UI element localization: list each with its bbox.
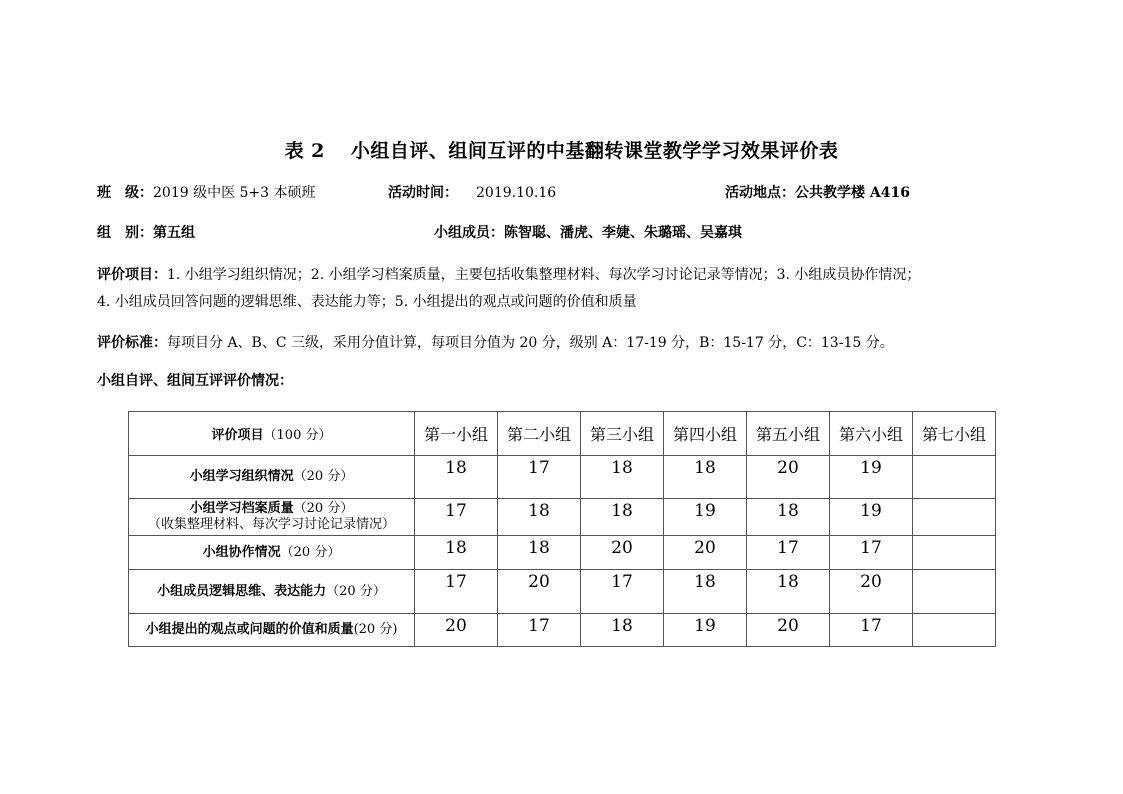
score-cell <box>913 499 996 536</box>
header-group-7: 第七小组 <box>913 412 996 456</box>
score-cell: 17 <box>498 614 581 647</box>
score-cell: 17 <box>415 570 498 614</box>
score-cell: 17 <box>830 536 913 570</box>
score-cell <box>913 570 996 614</box>
place-value: 公共教学楼 A416 <box>795 185 910 201</box>
score-cell: 19 <box>830 456 913 499</box>
score-cell: 19 <box>830 499 913 536</box>
row-label <box>129 456 415 499</box>
row-label-note: （20 分） <box>293 469 354 484</box>
score-cell: 17 <box>415 499 498 536</box>
title-text: 小组自评、组间互评的中基翻转课堂教学学习效果评价表 <box>350 140 839 162</box>
score-cell: 17 <box>830 614 913 647</box>
header-group-6: 第六小组 <box>830 412 913 456</box>
row-label-note: （20 分） <box>280 544 341 560</box>
group-info <box>97 222 195 242</box>
criteria-standard-label: 评价标准： <box>97 335 167 351</box>
score-cell: 18 <box>747 499 830 536</box>
header-group-3: 第三小组 <box>581 412 664 456</box>
header-group-5: 第五小组 <box>747 412 830 456</box>
row-label-text: 小组学习组织情况 <box>189 469 294 484</box>
score-cell: 20 <box>747 614 830 647</box>
score-cell: 18 <box>581 614 664 647</box>
document-title <box>0 136 1123 163</box>
score-cell <box>913 536 996 570</box>
row-label-text: 小组提出的观点或问题的价值和质量 <box>145 622 354 637</box>
score-cell: 17 <box>581 570 664 614</box>
class-label: 班 级： <box>97 185 153 201</box>
score-cell: 18 <box>498 499 581 536</box>
members-value: 陈智聪、潘虎、李婕、朱璐瑶、吴嘉琪 <box>504 225 742 241</box>
row-label-note: （20 分） <box>293 501 354 516</box>
criteria-standard <box>97 330 894 357</box>
table-row <box>129 536 996 570</box>
time-info <box>388 182 556 202</box>
row-label-note: （20 分） <box>326 583 386 599</box>
score-cell: 17 <box>747 536 830 570</box>
score-cell: 20 <box>830 570 913 614</box>
criteria-standard-text: 每项目分 A、B、C 三级，采用分值计算，每项目分值为 20 分，级别 A：17-19 分，B：15-17 分，C：13-15 分。 <box>167 335 894 351</box>
row-label-text: 小组成员逻辑思维、表达能力 <box>157 583 327 599</box>
score-cell: 18 <box>581 499 664 536</box>
members-label: 小组成员： <box>434 225 504 241</box>
row-label <box>129 614 415 647</box>
row-label-note: (20 分) <box>353 622 398 637</box>
table-row <box>129 614 996 647</box>
header-group-1: 第一小组 <box>415 412 498 456</box>
row-label-text: 小组协作情况 <box>202 544 281 560</box>
table-row <box>129 456 996 499</box>
score-cell: 18 <box>498 536 581 570</box>
score-cell: 20 <box>747 456 830 499</box>
score-cell: 20 <box>415 614 498 647</box>
score-cell <box>913 614 996 647</box>
members-info <box>434 222 742 242</box>
class-info <box>97 182 316 202</box>
header-group-2: 第二小组 <box>498 412 581 456</box>
row-label-text: 小组学习档案质量 <box>189 501 294 516</box>
table-header-row <box>129 412 996 456</box>
score-cell: 20 <box>498 570 581 614</box>
header-criteria-note: （100 分） <box>263 428 332 443</box>
section-heading: 小组自评、组间互评评价情况： <box>97 373 293 389</box>
criteria-items-line1: 1. 小组学习组织情况；2. 小组学习档案质量，主要包括收集整理材料、每次学习讨论记录等情况；3. 小组成员协作情况； <box>167 267 921 283</box>
criteria-items-label: 评价项目： <box>97 267 167 283</box>
header-group-4: 第四小组 <box>664 412 747 456</box>
table-row <box>129 499 996 536</box>
evaluation-table <box>128 411 996 647</box>
header-criteria-cell <box>129 412 415 456</box>
place-label: 活动地点： <box>725 185 795 201</box>
class-value: 2019 级中医 5+3 本硕班 <box>153 185 316 201</box>
score-cell: 17 <box>498 456 581 499</box>
criteria-items-line2: 4. 小组成员回答问题的逻辑思维、表达能力等；5. 小组提出的观点或问题的价值和质量 <box>97 294 637 310</box>
row-label <box>129 499 415 536</box>
table-number: 表 2 <box>284 140 325 162</box>
score-cell: 18 <box>664 570 747 614</box>
row-label <box>129 570 415 614</box>
row-label-sub: （收集整理材料、每次学习讨论记录情况） <box>147 517 395 532</box>
group-value: 第五组 <box>153 225 195 241</box>
score-cell: 18 <box>664 456 747 499</box>
header-criteria-label: 评价项目 <box>211 428 264 443</box>
place-info <box>725 182 910 202</box>
criteria-items <box>97 262 920 316</box>
score-cell: 18 <box>747 570 830 614</box>
score-cell: 19 <box>664 614 747 647</box>
row-label <box>129 536 415 570</box>
score-cell: 20 <box>664 536 747 570</box>
time-label: 活动时间： <box>388 185 458 201</box>
score-cell <box>913 456 996 499</box>
group-label: 组 别： <box>97 225 153 241</box>
score-cell: 18 <box>415 536 498 570</box>
score-cell: 20 <box>581 536 664 570</box>
time-value: 2019.10.16 <box>476 185 557 201</box>
table-row <box>129 570 996 614</box>
score-cell: 18 <box>581 456 664 499</box>
score-cell: 19 <box>664 499 747 536</box>
score-cell: 18 <box>415 456 498 499</box>
